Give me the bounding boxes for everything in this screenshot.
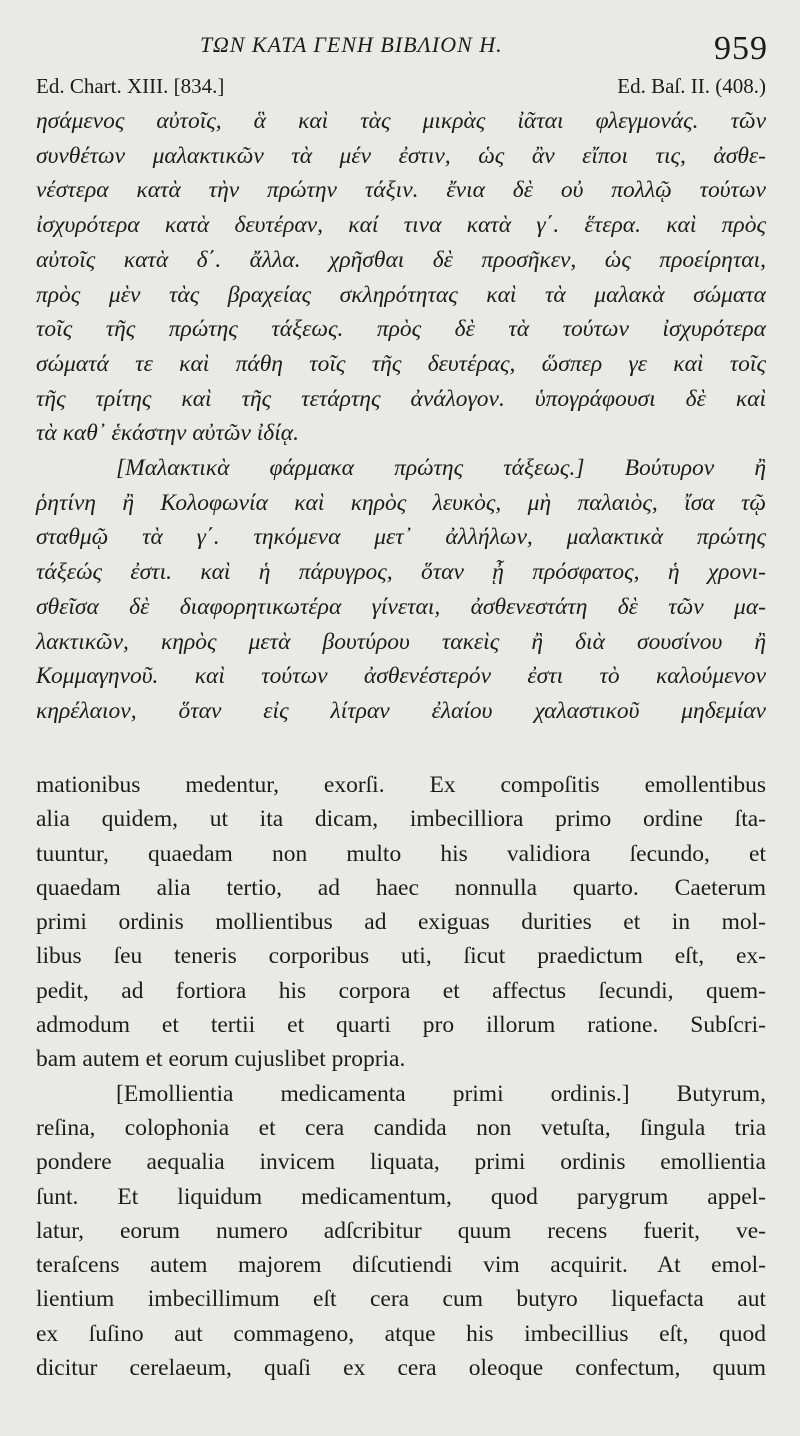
latin-line: primi ordinis mollientibus ad exiguas durities et in mol- [36,909,766,936]
greek-line: λακτικῶν, κηρὸς μετὰ βουτύρου τακεὶς ἢ διὰ σουσίνου ἢ [36,628,766,655]
latin-line: latur, eorum numero adſcribitur quum recens fuerit, ve- [36,1217,766,1244]
greek-line: σώματά τε καὶ πάθη τοῖς τῆς δευτέρας, ὥσπερ γε καὶ τοῖς [36,350,766,377]
latin-line: ſunt. Et liquidum medicamentum, quod parygrum appel- [36,1183,766,1210]
latin-line: teraſcens autem majorem diſcutiendi vim acquirit. At emol- [36,1252,766,1279]
greek-section-heading-line: [Μαλακτικὰ φάρμακα πρώτης τάξεως.] Βούτυρον ἢ [116,455,766,482]
greek-line: τὰ καθ᾿ ἑκάστην αὐτῶν ἰδίᾳ. [36,420,299,447]
greek-line: ησάμενος αὐτοῖς, ἃ καὶ τὰς μικρὰς ἰᾶται φλεγμονάς. τῶν [36,108,766,134]
latin-line: tuuntur, quaedam non multo his validiora ſecundo, et [36,840,766,867]
greek-line: σθεῖσα δὲ διαφορητικωτέρα γίνεται, ἀσθενεστάτη δὲ τῶν μα- [36,593,766,620]
greek-text-block [36,104,766,729]
greek-line: ἰσχυρότερα κατὰ δευτέραν, καί τινα κατὰ γ΄. ἕτερα. καὶ πρὸς [36,212,766,239]
latin-line: pondere aequalia invicem liquata, primi ordinis emollientia [36,1149,766,1176]
running-header [0,24,800,74]
greek-line: τῆς τρίτης καὶ τῆς τετάρτης ἀνάλογον. ὑπογράφουσι δὲ καὶ [36,385,766,412]
latin-section-heading-line: [Emollientia medicamenta primi ordinis.] Butyrum, [116,1080,766,1107]
latin-line: alia quidem, ut ita dicam, imbecilliora primo ordine ſta- [36,806,766,833]
greek-line: σταθμῷ τὰ γ΄. τηκόμενα μετ᾿ ἀλλήλων, μαλακτικὰ πρώτης [36,524,766,551]
greek-line: συνθέτων μαλακτικῶν τὰ μέν ἐστιν, ὡς ἂν εἴποι τις, ἀσθε- [36,142,766,169]
greek-line: τάξεώς ἐστι. καὶ ἡ πάρυγρος, ὅταν ᾖ πρόσφατος, ἡ χρονι- [36,559,766,586]
page-number: 959 [714,30,768,67]
running-title: ΤΩΝ ΚΑΤΑ ΓΕΝΗ ΒΙΒΛΙΟΝ Η. [200,32,503,57]
latin-line: reſina, colophonia et cera candida non vetuſta, ſingula tria [36,1114,766,1141]
latin-text-block [36,768,766,1385]
latin-line: bam autem et eorum cujuslibet propria. [36,1046,406,1073]
greek-line: Κομμαγηνοῦ. καὶ τούτων ἀσθενέστερόν ἐστι τὸ καλούμενον [36,663,766,690]
latin-line: lientium imbecillimum eſt cera cum butyro liquefacta aut [36,1286,766,1313]
edition-chartier-ref: Ed. Chart. XIII. [834.] [36,74,225,98]
greek-line: κηρέλαιον, ὅταν εἰς λίτραν ἐλαίου χαλαστικοῦ μηδεμίαν [36,697,766,724]
greek-line: ῥητίνη ἢ Κολοφωνία καὶ κηρὸς λευκὸς, μὴ παλαιὸς, ἴσα τῷ [36,489,766,516]
greek-line: τοῖς τῆς πρώτης τάξεως. πρὸς δὲ τὰ τούτων ἰσχυρότερα [36,316,766,343]
latin-line: libus ſeu teneris corporibus uti, ſicut praedictum eſt, ex- [36,943,766,970]
greek-line: αὐτοῖς κατὰ δ΄. ἄλλα. χρῆσθαι δὲ προσῆκεν, ὡς προείρηται, [36,246,766,273]
latin-line: ex ſuſino aut commageno, atque his imbecillius eſt, quod [36,1320,766,1347]
latin-line: pedit, ad fortiora his corpora et affectus ſecundi, quem- [36,977,766,1004]
latin-line: dicitur cerelaeum, quaſi ex cera oleoque confectum, quum [36,1355,766,1382]
greek-line: πρὸς μὲν τὰς βραχείας σκληρότητας καὶ τὰ μαλακὰ σώματα [36,281,766,308]
latin-line: quaedam alia tertio, ad haec nonnulla quarto. Caeterum [36,874,766,901]
edition-basel-ref: Ed. Baſ. II. (408.) [617,74,766,98]
latin-line: mationibus medentur, exorſi. Ex compoſitis emollentibus [36,772,766,798]
greek-line: νέστερα κατὰ τὴν πρώτην τάξιν. ἔνια δὲ οὐ πολλῷ τούτων [36,177,766,204]
latin-line: admodum et tertii et quarti pro illorum ratione. Subſcri- [36,1012,766,1039]
edition-reference-line [36,74,766,104]
